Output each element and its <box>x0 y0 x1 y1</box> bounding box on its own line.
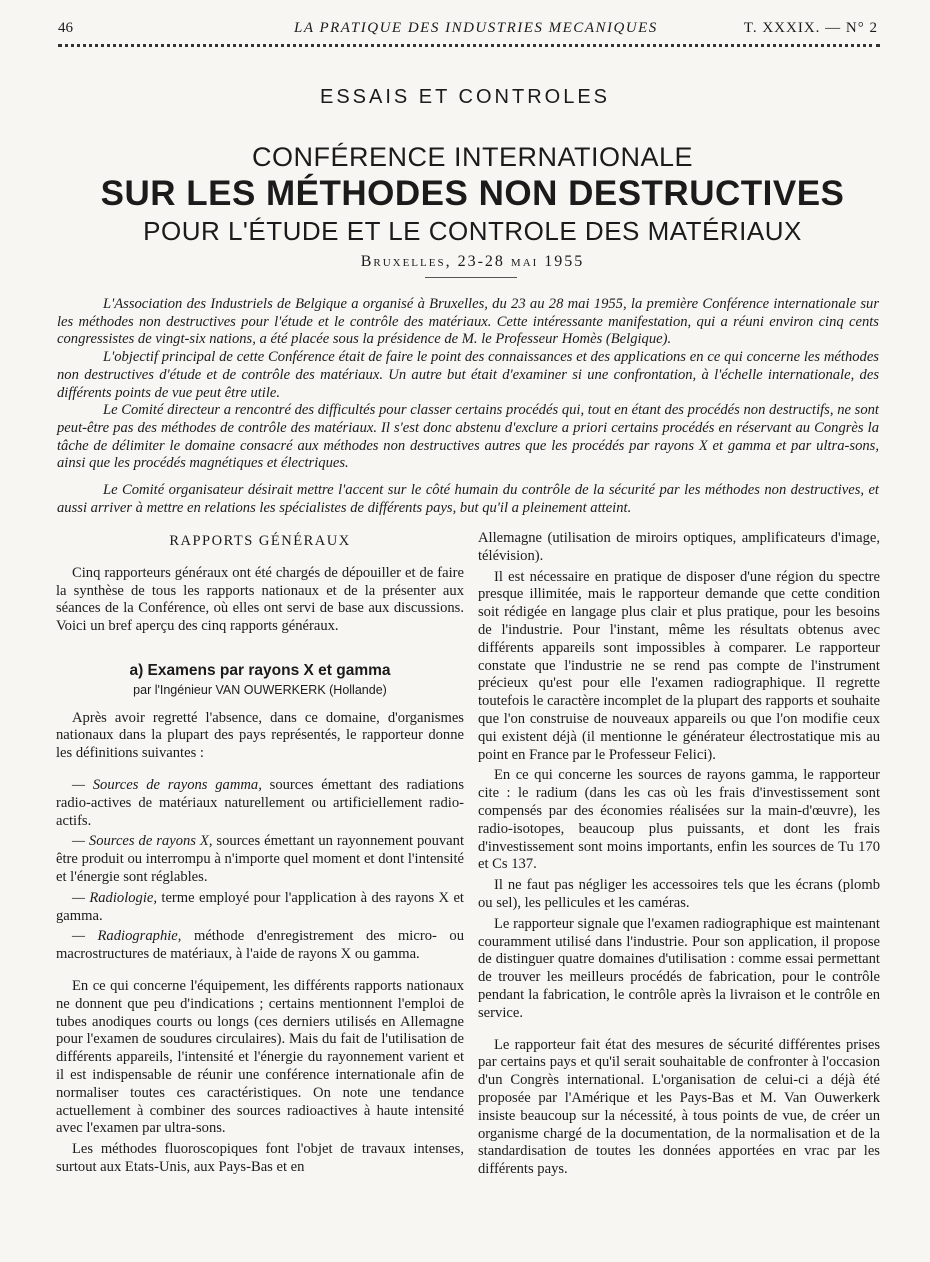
article-title-line2: SUR LES MÉTHODES NON DESTRUCTIVES <box>100 174 845 213</box>
article-title-line3: POUR L'ÉTUDE ET LE CONTROLE DES MATÉRIAUX <box>143 216 802 246</box>
volume-issue: T. XXXIX. — N° 2 <box>743 20 878 36</box>
intro-paragraph: L'Association des Industriels de Belgique a organisé à Bruxelles, du 23 au 28 mai 1955, la première Conférence internationale sur les méthodes non destructives pour l'étude et le contrôle des matériaux. Cette intéressante manifestation, qui a réuni environ cinq cents congressistes de vingt-six nations, a été placée sous la présidence de M. le Professeur Homès (Belgique). <box>57 296 879 348</box>
paragraph: Le rapporteur signale que l'examen radiographique est maintenant couramment utilisé dans l'industrie. Pour son application, il propose de distinguer quatre domaines d'utilisation : comme essai permettant de trouver les meilleurs procédés de fabrication, pour le contrôle pendant la fabrication, le contrôle après la livraison et le contrôle en service. <box>478 915 880 1021</box>
definition-text: terme employé pour l'application à des rayons X et gamma. <box>56 889 464 924</box>
running-header <box>58 18 878 40</box>
paragraph: En ce qui concerne l'équipement, les différents rapports nationaux ne donnent que peu d'indications ; certains mentionnent l'emploi de tubes anodiques courts ou longs (ces derniers utilisés en Allemagne pour l'examen de soudures circulaires). Mais du fait de l'utilisation de différents appareils, l'intensité et l'énergie du rayonnement varient et il est indispensable de réunir une conférence internationale afin de normaliser toutes ces caractéristiques. On note une tendance actuellement à combiner des sources radioactives à haute intensité avec l'examen par ultra-sons. <box>56 977 464 1137</box>
paragraph: Il est nécessaire en pratique de disposer d'une région du spectre presque illimitée, mais le rapporteur demande que cette condition soit rédigée en langage plus clair et plus pratique, pour les besoins de l'industrie. Pour l'instant, même les résultats obtenus avec différents appareils sont impossibles à comparer. Le rapporteur constate que l'industrie ne se rend pas compte de l'instrument précieux qu'est pour elle l'examen radiographique. Il regrette toutefois le caractère incomplet de la plupart des rapports et souhaite que l'on construise de nouveaux appareils ou que l'on modifie ceux qui existent déjà (il mentionne le générateur électrostatique mis au point en France par le Professeur Felici). <box>478 568 880 763</box>
journal-title: LA PRATIQUE DES INDUSTRIES MECANIQUES <box>294 20 658 36</box>
definition <box>56 777 464 830</box>
definition <box>56 833 464 886</box>
subsection-heading: a) Examens par rayons X et gamma <box>129 661 391 679</box>
intro-paragraph: Le Comité directeur a rencontré des difficultés pour classer certains procédés qui, tout en étant des procédés non destructifs, ne sont peut-être pas des méthodes de contrôle des matériaux. Il s'est donc abstenu d'exclure a priori certains procédés en réservant au Congrès la tâche de délimiter le domaine consacré aux méthodes non destructives autres que les procédés par rayons X et gamma et par ultra-sons, ainsi que les procédés magnétiques et électriques. <box>57 402 879 472</box>
paragraph: Le rapporteur fait état des mesures de sécurité différentes prises par certains pays et qu'il serait souhaitable de confronter à l'occasion d'un Congrès international. L'organisation de celui-ci a déjà été proposée par l'Amérique et les Pays-Bas et M. Van Ouwerkerk insiste beaucoup sur la nécessité, à tous points de vue, de créer un organisme chargé de la documentation, de la normalisation et de la standardisation de toutes les données apportées en vrac par les différents pays. <box>478 1036 880 1178</box>
paragraph: Après avoir regretté l'absence, dans ce domaine, d'organismes nationaux dans la plupart des pays représentés, le rapporteur donne les définitions suivantes : <box>56 709 464 762</box>
definition-term: — Sources de rayons gamma, <box>72 776 262 793</box>
page-number: 46 <box>58 20 73 36</box>
paragraph: Allemagne (utilisation de miroirs optiques, amplificateurs d'image, télévision). <box>478 530 880 564</box>
intro-paragraph: L'objectif principal de cette Conférence était de faire le point des connaissances et des applications en ce qui concerne les méthodes non destructives d'étude et de contrôle des matériaux. Un autre but était d'examiner si une confrontation, à l'échelle internationale, des différents points de vue peut être utile. <box>57 349 879 401</box>
paragraph: Il ne faut pas négliger les accessoires tels que les écrans (plomb ou sel), les pellicules et les caméras. <box>478 877 880 911</box>
title-underline <box>425 277 517 278</box>
definition <box>56 890 464 926</box>
intro-paragraph: Le Comité organisateur désirait mettre l'accent sur le côté humain du contrôle de la sécurité par les méthodes non destructives, et aussi arriver à mettre en relations les spécialistes de différents pays, but qu'il a pleinement atteint. <box>57 482 879 516</box>
definition-term: — Sources de rayons X, <box>72 833 213 850</box>
subsection-author: par l'Ingénieur VAN OUWERKERK (Hollande) <box>133 682 387 697</box>
section-heading: RAPPORTS GÉNÉRAUX <box>169 533 351 549</box>
left-column <box>56 533 464 1177</box>
section-title: ESSAIS ET CONTROLES <box>319 86 611 108</box>
definition-text: sources émettant un rayonnement pouvant être produit ou interrompu à n'importe quel moment et dont l'intensité et l'énergie sont réglables. <box>56 833 465 885</box>
article-title-line1: CONFÉRENCE INTERNATIONALE <box>251 142 694 172</box>
paragraph: En ce qui concerne les sources de rayons gamma, le rapporteur cite : le radium (dans les cas où les frais d'investissement sont compensés par des économies réalisées sur la main-d'œuvre), les radio-isotopes, beaucoup plus puissants, et dont les frais d'investissement sont moins importants, enfin les sources de Tu 170 et Cs 137. <box>478 767 880 873</box>
paragraph: Cinq rapporteurs généraux ont été chargés de dépouiller et de faire la synthèse de tous les rapports nationaux et de la présenter aux séances de la Conférence, où elles ont servi de base aux discussions. Voici un bref aperçu des cinq rapports généraux. <box>56 564 464 635</box>
paragraph: Les méthodes fluoroscopiques font l'objet de travaux intenses, surtout aux Etats-Unis, aux Pays-Bas et en <box>56 1141 464 1175</box>
right-column <box>478 530 880 1179</box>
definition-term: — Radiologie, <box>72 889 158 906</box>
place-date: Bruxelles, 23-28 mai 1955 <box>360 253 585 270</box>
intro <box>57 296 879 517</box>
definition-text: sources émettant des radiations radio-actives de matériaux naturellement ou artificiellement radio-actifs. <box>56 776 464 829</box>
definition-term: — Radiographie, <box>72 928 182 945</box>
definition-text: méthode d'enregistrement des micro- ou macrostructures de matériaux, à l'aide de rayons X ou gamma. <box>56 928 464 963</box>
definition <box>56 928 464 964</box>
header-rule <box>58 44 880 47</box>
